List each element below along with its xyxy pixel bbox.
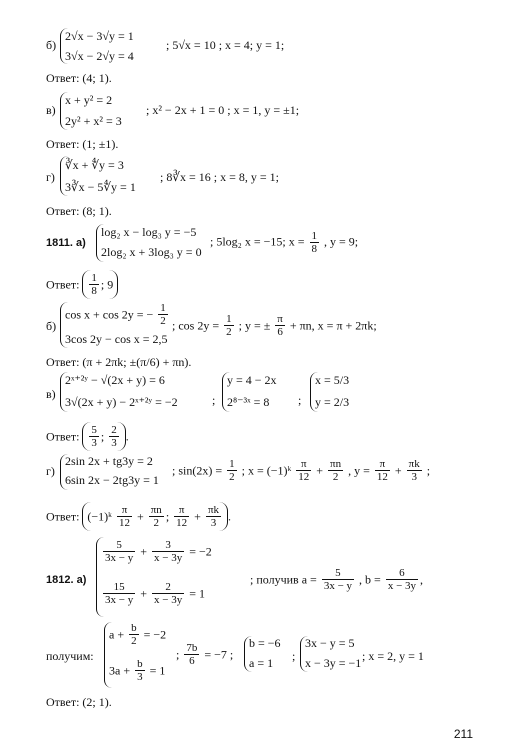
problem-label: г) (46, 464, 55, 478)
equation-system (60, 454, 171, 490)
problem-label: получим: (46, 649, 94, 663)
fraction: $\frac{7b}{6}$ (186, 642, 198, 667)
solution-steps: ; 5√x = 10 ; x = 4; y = 1; (166, 38, 285, 52)
equation: x + y² = 2 (65, 93, 113, 107)
answer-line: Ответ: (π + 2πk; ±(π/6) + πn). (46, 355, 192, 369)
fraction: $\frac{\pi n}{2}$ (150, 504, 162, 529)
problem-label: в) (46, 103, 56, 117)
equation-system (104, 622, 179, 688)
fraction: $\frac{\pi k}{3}$ (207, 504, 219, 529)
equation: 3a + $\frac{b}{3}$ = 1 (109, 658, 166, 683)
fraction: $\frac{5}{3}$ (91, 424, 97, 449)
equation: b = −6 (249, 636, 281, 650)
problem-number: 1812. а) (46, 574, 87, 586)
problem-number: 1811. а) (46, 237, 86, 249)
equation: log₂ x − log₃ y = −5 (101, 225, 197, 239)
solution-steps: ; 8∛x = 16 ; x = 8, y = 1; (160, 170, 279, 184)
equation: 3√x − 2√y = 4 (65, 49, 134, 63)
equation-system (96, 224, 227, 262)
equation: a = 1 (249, 656, 274, 670)
fraction: $\frac{\pi n}{2}$ (330, 458, 342, 483)
equation: 2sin 2x + tg3y = 2 (65, 454, 153, 468)
fraction: $\frac{15}{3x - y}$ (105, 581, 134, 606)
equation: 3cos 2y − cos x = 2,5 (65, 332, 168, 346)
fraction: $\frac{\pi}{6}$ (277, 313, 283, 338)
solution-steps: ; получив a = $\frac{5}{3x - y}$ , b = $\frac{6}{x - 3y}$ , (250, 567, 424, 592)
equation-system (60, 92, 151, 130)
equation-system (60, 28, 161, 64)
problem-label: б) (46, 319, 57, 333)
equation: y = 4 − 2x (227, 373, 277, 387)
fraction: $\frac{b}{3}$ (137, 658, 143, 683)
equation-system (60, 372, 201, 412)
fraction: $\frac{\pi}{12}$ (118, 504, 130, 529)
equation: y = 2/3 (315, 395, 350, 409)
solution-steps: ; cos 2y = $\frac{1}{2}$ ; y = ± $\frac{\pi}{6}$ + πn, x = π + 2πk; (172, 313, 377, 338)
fraction: $\frac{b}{2}$ (131, 622, 137, 647)
fraction: $\frac{\pi}{12}$ (176, 504, 188, 529)
problem-label: б) (46, 38, 57, 52)
equation: 2log₂ x + 3log₃ y = 0 (101, 245, 202, 259)
separator-semicolon: ; (212, 393, 216, 407)
fraction: $\frac{5}{3x - y}$ (105, 539, 134, 564)
answer-label: Ответ: (46, 509, 80, 524)
solution-steps: ; $\frac{7b}{6}$ = −7 ; (176, 642, 234, 667)
solution-steps: ; x² − 2x + 1 = 0 ; x = 1, y = ±1; (146, 103, 300, 117)
answer-line: Ответ: (4; 1). (46, 71, 112, 85)
equation-system (60, 302, 181, 348)
equation: 2√x − 3√y = 1 (65, 29, 134, 43)
equation: x = 5/3 (315, 373, 350, 387)
equation: cos x + cos 2y = − $\frac{1}{2}$ (65, 302, 166, 327)
solution-text: ; 5log₂ x = −15; x = (210, 234, 305, 249)
equation-system (244, 636, 296, 672)
answer-label: Ответ: (46, 429, 80, 444)
fraction: $\frac{1}{8}$ (91, 272, 97, 297)
fraction: $\frac{1}{8}$ (311, 230, 317, 255)
answer-value: $\frac{5}{3}$ ; $\frac{2}{3}$ (82, 422, 125, 451)
fraction: $\frac{6}{x - 3y}$ (387, 567, 417, 592)
fraction: $\frac{5}{3x - y}$ (323, 567, 353, 592)
equation: $\frac{15}{3x - y}$ + $\frac{2}{x - 3y}$ = 1 (105, 581, 205, 606)
equation: 2⁸⁻³ˣ = 8 (227, 395, 270, 409)
page-number: 211 (453, 727, 473, 741)
fraction: $\frac{\pi k}{3}$ (408, 458, 420, 483)
answer-value: (−1)ᵏ $\frac{\pi}{12}$ + $\frac{\pi n}{2}$ ; $\frac{\pi}{12}$ + $\frac{\pi k}{3}$ (82, 502, 228, 531)
fraction: $\frac{\pi}{12}$ (376, 458, 388, 483)
answer-line: Ответ: $\frac{5}{3}$ ; $\frac{2}{3}$ . (46, 424, 129, 449)
equation: x − 3y = −1 (305, 656, 362, 670)
fraction: $\frac{1}{2}$ (160, 302, 166, 327)
equation-system (96, 537, 247, 617)
equation-system (310, 372, 371, 412)
fraction: $\frac{2}{3}$ (111, 424, 117, 449)
equation: 6sin 2x − 2tg3y = 1 (65, 473, 159, 487)
equation: 3∛x − 5∜y = 1 (65, 180, 136, 194)
answer-line: Ответ: (8; 1). (46, 204, 112, 218)
answer-label: Ответ: (46, 277, 80, 292)
equation: ∛x + ∜y = 3 (65, 158, 124, 172)
answer-line: Ответ: (−1)ᵏ $\frac{\pi}{12}$ + $\frac{\pi n}{2}$ ; $\frac{\pi}{12}$ + $\frac{\pi k}{3}$ . (46, 504, 231, 529)
fraction: $\frac{3}{x - 3y}$ (154, 539, 183, 564)
solution-steps: ; sin(2x) = $\frac{1}{2}$ ; x = (−1)ᵏ $\frac{\pi}{12}$ + $\frac{\pi n}{2}$ , y = $\frac{\pi}{12}$ + $\frac{\pi k}{3}$ ; (172, 458, 431, 483)
answer-line (46, 270, 118, 299)
fraction: $\frac{\pi}{12}$ (298, 458, 310, 483)
equation: 3x − y = 5 (305, 636, 355, 650)
fraction: $\frac{2}{x - 3y}$ (154, 581, 183, 606)
equation: a + $\frac{b}{2}$ = −2 (109, 622, 167, 647)
separator-semicolon: ; (292, 649, 296, 663)
solution-steps: ; x = 2, y = 1 (362, 649, 424, 663)
solution-text: , y = 9; (324, 234, 359, 249)
equation-system (60, 156, 161, 196)
equation: 3√(2x + y) − 2ˣ⁺²ʸ = −2 (65, 395, 178, 409)
solution-steps (210, 230, 358, 255)
fraction: $\frac{1}{2}$ (229, 458, 235, 483)
equation: 2y² + x² = 3 (65, 114, 122, 128)
answer-line: Ответ: (2; 1). (46, 695, 112, 709)
problem-label: г) (46, 170, 55, 184)
equation: $\frac{5}{3x - y}$ + $\frac{3}{x - 3y}$ = −2 (105, 539, 212, 564)
problem-label: в) (46, 387, 56, 401)
separator-semicolon: ; (298, 393, 302, 407)
equation-system (222, 372, 293, 412)
equation: 2ˣ⁺²ʸ − √(2x + y) = 6 (65, 373, 165, 387)
answer-value: $\frac{1}{8}$ ; 9 (82, 270, 118, 299)
answer-line: Ответ: (1; ±1). (46, 137, 119, 151)
fraction: $\frac{1}{2}$ (226, 313, 232, 338)
